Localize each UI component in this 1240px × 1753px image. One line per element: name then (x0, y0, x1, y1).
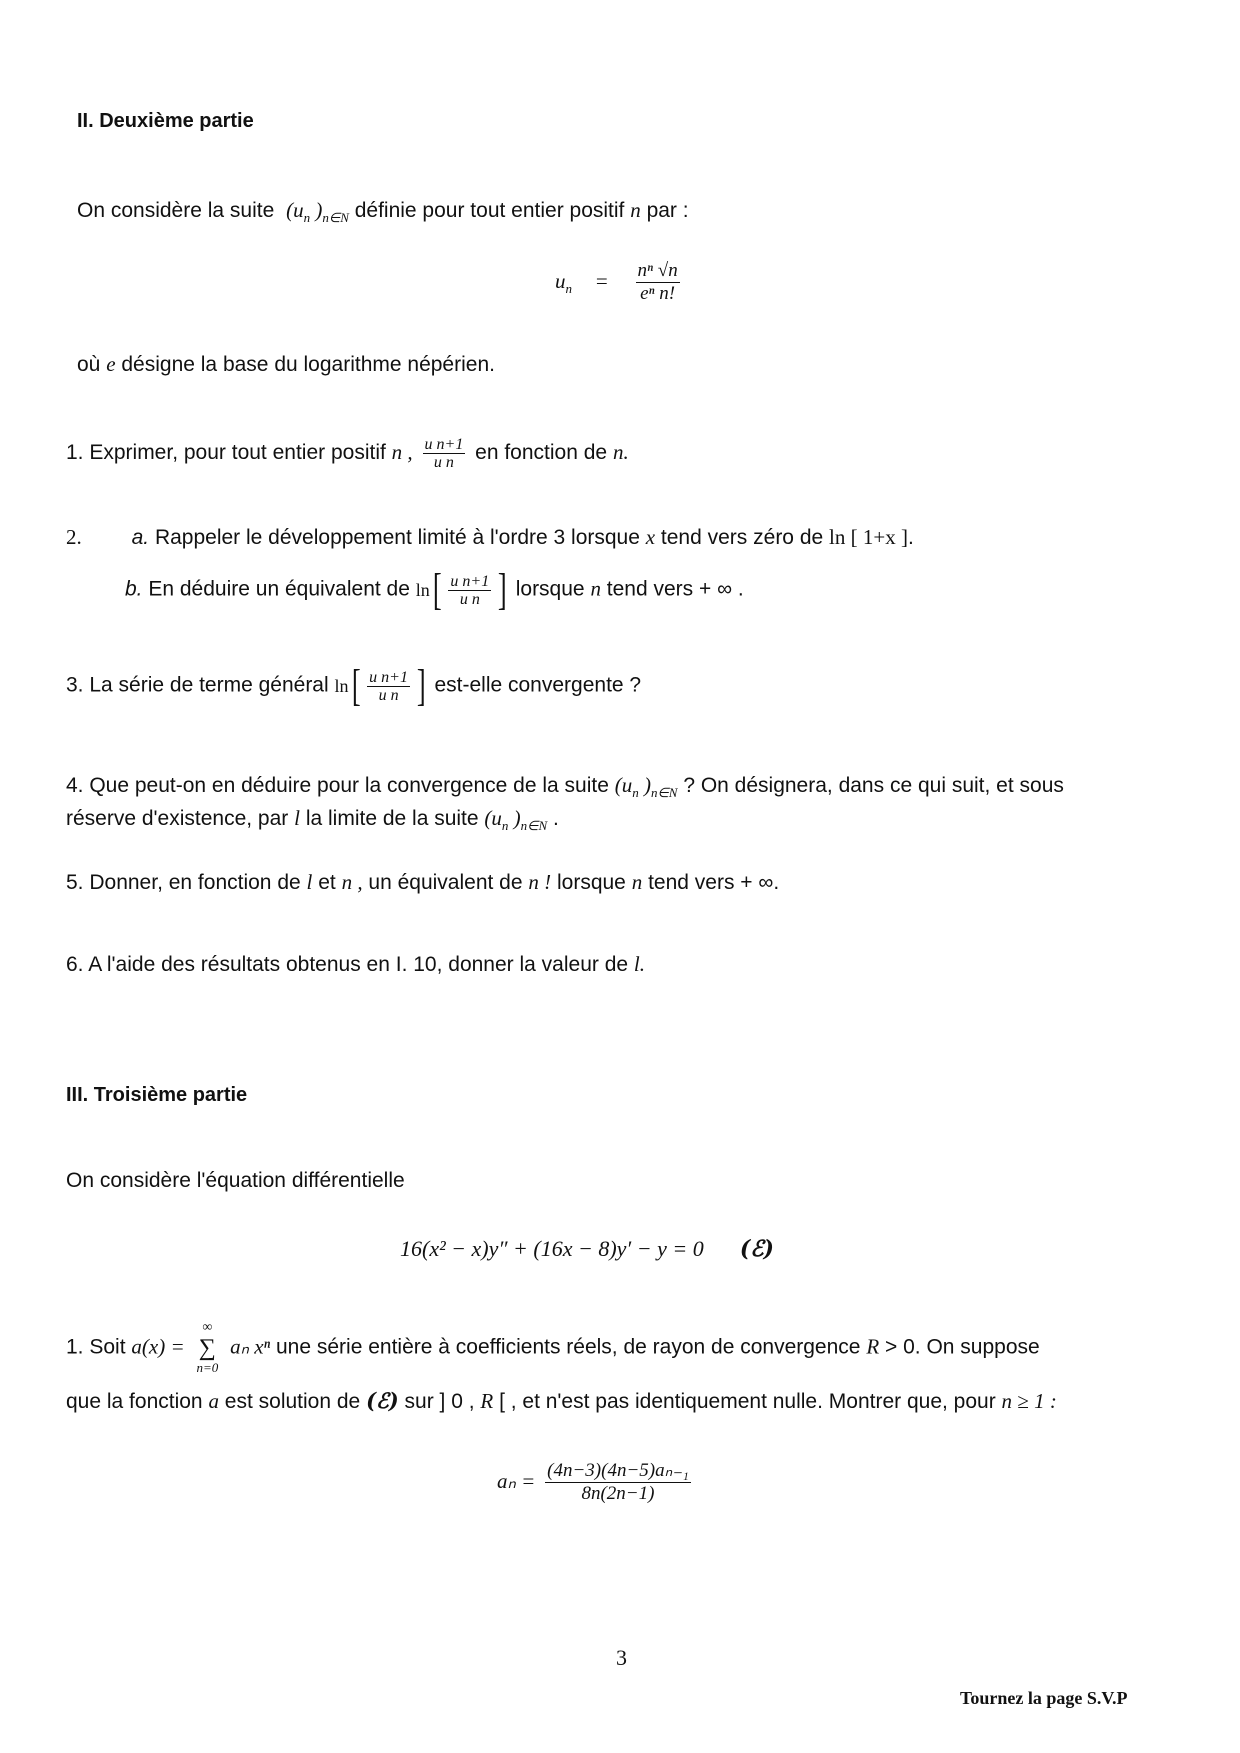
question-2-4: 4. Que peut-on en déduire pour la convergence de la suite ($u_n$ )$_{n\in N}$ ? On désignera, dans ce qui suit, et sous (66, 773, 1064, 801)
question-2-1: 1. Exprimer, pour tout entier positif n , $\frac{\text{u n+1}}{\text{u n}}$ en fonction de n. (66, 436, 629, 471)
question-3-1-cont: que la fonction a est solution de (ℰ) sur ] 0 , R [ , et n'est pas identiquement nulle. Montrer que, pour n ≥ 1 : (66, 1388, 1057, 1413)
question-2-5: 5. Donner, en fonction de l et n , un équivalent de n ! lorsque n tend vers + ∞. (66, 870, 780, 894)
part2-intro: On considère la suite ($u_n$ )$_{n\in N}$ définie pour tout entier positif n par : (77, 198, 689, 226)
un-definition: $u_n$ = $\frac{\text{nⁿ √n}}{\text{eⁿ n!}}$ (555, 260, 678, 304)
question-2-4-cont: réserve d'existence, par l la limite de la suite ($u_n$ )$_{n\in N}$ . (66, 806, 559, 834)
question-3-1: 1. Soit a(x) = ∞ ∑ n=0 aₙ xⁿ une série entière à coefficients réels, de rayon de convergence R > 0. On suppose (66, 1320, 1040, 1375)
e-note: où e désigne la base du logarithme népérien. (77, 352, 495, 376)
question-2-2a: 2. a. Rappeler le développement limité à l'ordre 3 lorsque x tend vers zéro de ln [ 1+x ]. (66, 525, 914, 549)
part3-intro: On considère l'équation différentielle (66, 1169, 405, 1192)
turn-page-note: Tournez la page S.V.P (960, 1688, 1128, 1708)
recurrence-formula: aₙ = $\frac{\text{(4n−3)(4n−5)aₙ₋₁}}{8n(2n-1)}$ (497, 1460, 689, 1504)
part3-title: III. Troisième partie (66, 1084, 248, 1106)
part2-title: II. Deuxième partie (77, 110, 254, 132)
question-2-6: 6. A l'aide des résultats obtenus en I. 10, donner la valeur de l. (66, 952, 645, 976)
question-2-2b: b. En déduire un équivalent de ln [ $\frac{\text{u n+1}}{\text{u n}}$ ] lorsque n tend vers + ∞ . (125, 565, 744, 614)
page-number: 3 (616, 1645, 627, 1670)
question-2-3: 3. La série de terme général ln [ $\frac{\text{u n+1}}{\text{u n}}$ ] est-elle convergente ? (66, 661, 642, 710)
differential-equation: 16(x² − x)y″ + (16x − 8)y′ − y = 0 (ℰ) (400, 1236, 774, 1262)
